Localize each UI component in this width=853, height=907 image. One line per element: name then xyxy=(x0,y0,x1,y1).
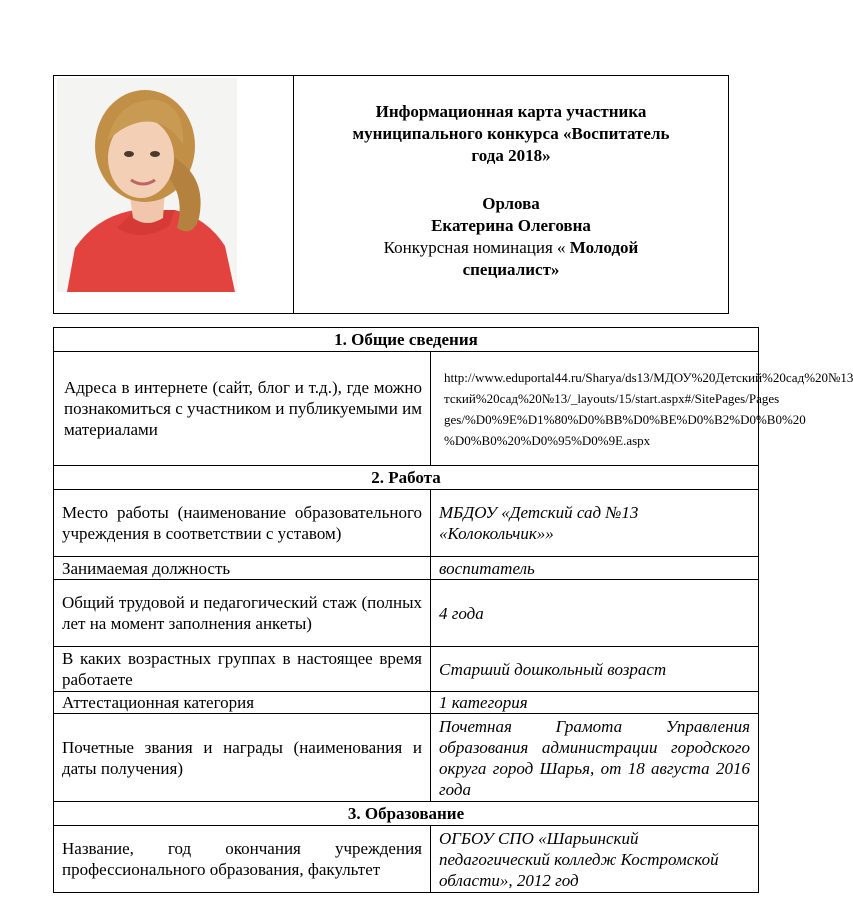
age-groups-label: В каких возрастных группах в настоящее время работаете xyxy=(54,647,431,692)
institution-value: ОГБОУ СПО «Шарьинский педагогический колледж Костромской области», 2012 год xyxy=(431,826,759,893)
experience-label: Общий трудовой и педагогический стаж (полных лет на момент заполнения анкеты) xyxy=(54,580,431,647)
experience-value: 4 года xyxy=(431,580,759,647)
category-label: Аттестационная категория xyxy=(54,692,431,714)
section-work-heading: 2. Работа xyxy=(54,466,759,490)
title-cell xyxy=(294,76,728,313)
table-row xyxy=(54,647,759,692)
position-label: Занимаемая должность xyxy=(54,557,431,580)
participant-full-name: Екатерина Олеговна xyxy=(431,216,591,235)
card-title: Информационная карта участника муниципального конкурса «Воспитатель года 2018» xyxy=(352,102,670,165)
table-row xyxy=(54,714,759,802)
table-row xyxy=(54,490,759,557)
institution-label: Название, год окончания учреждения профессионального образования, факультет xyxy=(54,826,431,893)
awards-label: Почетные звания и награды (наименования и даты получения) xyxy=(54,714,431,802)
section-education-row xyxy=(54,802,759,826)
section-general-row xyxy=(54,328,759,352)
section-work-row xyxy=(54,466,759,490)
table-row xyxy=(54,580,759,647)
table-row xyxy=(54,557,759,580)
section-education-heading: 3. Образование xyxy=(54,802,759,826)
awards-value: Почетная Грамота Управления образования администрации городского округа город Шарья, от 18 августа 2016 года xyxy=(431,714,759,802)
info-table xyxy=(53,327,853,893)
participant-surname: Орлова xyxy=(482,194,540,213)
section-general-heading: 1. Общие сведения xyxy=(54,328,759,352)
participant-name-block xyxy=(294,193,728,281)
nomination-tail: специалист» xyxy=(462,260,560,279)
internet-url[interactable]: http://www.eduportal44.ru/Sharya/ds13/МДОУ%20Детский%20сад%20№13 тский%20сад%20№13/_layouts/15/start.aspx#/SitePages/Pages ges/%D0%9E%D1%80%D0%BB%D0%BE%D0%B2%D0%B0%20 %D0%B0%20%D0%95%D0%9E.aspx xyxy=(431,352,759,466)
nomination: Конкурсная номинация « Молодой xyxy=(383,238,639,257)
position-value: воспитатель xyxy=(431,557,759,580)
photo-cell xyxy=(54,76,294,313)
age-groups-value: Старший дошкольный возраст xyxy=(431,647,759,692)
participant-header-card xyxy=(53,75,729,314)
category-value: 1 категория xyxy=(431,692,759,714)
workplace-value: МБДОУ «Детский сад №13 «Колокольчик»» xyxy=(431,490,759,557)
table-row xyxy=(54,826,759,893)
workplace-label: Место работы (наименование образовательного учреждения в соответствии с уставом) xyxy=(54,490,431,557)
internet-label: Адреса в интернете (сайт, блог и т.д.), где можно познакомиться с участником и публикуемыми им материалами xyxy=(54,352,431,466)
participant-photo xyxy=(57,78,237,292)
table-row xyxy=(54,352,759,466)
table-row xyxy=(54,692,759,714)
